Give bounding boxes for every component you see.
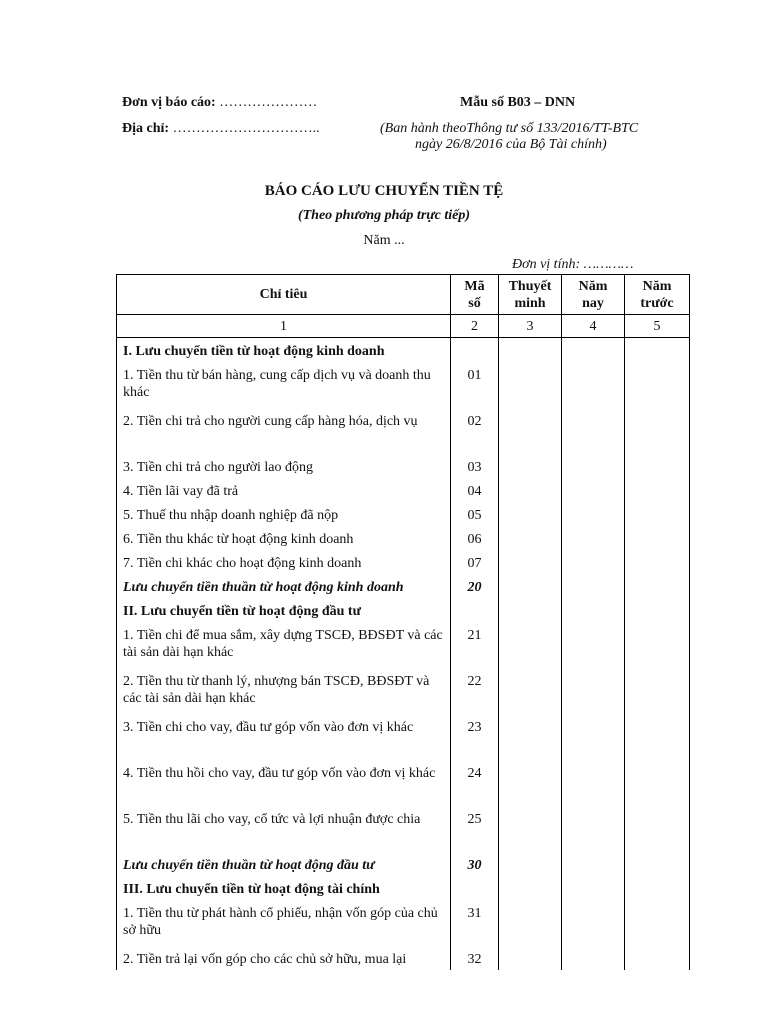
row-code bbox=[451, 338, 499, 363]
currency-unit: Đơn vị tính: ………… bbox=[512, 257, 634, 272]
row-last-year bbox=[625, 876, 690, 900]
row-code: 24 bbox=[451, 760, 499, 806]
row-indicator: 5. Thuế thu nhập doanh nghiệp đã nộp bbox=[117, 502, 451, 526]
row-this-year bbox=[562, 876, 625, 900]
table-row bbox=[117, 362, 690, 408]
row-last-year bbox=[625, 806, 690, 852]
row-indicator: 7. Tiền chi khác cho hoạt động kinh doanh bbox=[117, 550, 451, 574]
row-last-year bbox=[625, 454, 690, 478]
row-indicator: Lưu chuyển tiền thuần từ hoạt động đầu tư bbox=[117, 852, 451, 876]
row-indicator: I. Lưu chuyển tiền từ hoạt động kinh doanh bbox=[117, 338, 451, 363]
header-last-year: Năm trước bbox=[625, 275, 690, 315]
table-row bbox=[117, 876, 690, 900]
row-code: 23 bbox=[451, 714, 499, 760]
row-last-year bbox=[625, 946, 690, 970]
row-indicator: 1. Tiền thu từ phát hành cổ phiếu, nhận vốn góp của chủ sở hữu bbox=[117, 900, 451, 946]
row-note bbox=[499, 502, 562, 526]
row-code: 21 bbox=[451, 622, 499, 668]
column-number: 1 bbox=[117, 315, 451, 338]
row-note bbox=[499, 598, 562, 622]
column-number: 5 bbox=[625, 315, 690, 338]
column-number: 2 bbox=[451, 315, 499, 338]
table-row bbox=[117, 806, 690, 852]
issued-by-line-1: (Ban hành theoThông tư số 133/2016/TT-BTC bbox=[380, 121, 639, 136]
row-indicator: 2. Tiền thu từ thanh lý, nhượng bán TSCĐ, BĐSĐT và các tài sản dài hạn khác bbox=[117, 668, 451, 714]
row-this-year bbox=[562, 946, 625, 970]
row-last-year bbox=[625, 622, 690, 668]
row-code: 05 bbox=[451, 502, 499, 526]
row-note bbox=[499, 876, 562, 900]
row-indicator: 1. Tiền thu từ bán hàng, cung cấp dịch vụ và doanh thu khác bbox=[117, 362, 451, 408]
row-note bbox=[499, 806, 562, 852]
table-row bbox=[117, 478, 690, 502]
row-indicator: III. Lưu chuyển tiền từ hoạt động tài chính bbox=[117, 876, 451, 900]
column-number: 3 bbox=[499, 315, 562, 338]
row-last-year bbox=[625, 478, 690, 502]
row-indicator: 4. Tiền lãi vay đã trả bbox=[117, 478, 451, 502]
row-last-year bbox=[625, 574, 690, 598]
reporting-unit-label: Đơn vị báo cáo: bbox=[122, 95, 216, 110]
column-number-row bbox=[117, 315, 690, 338]
row-last-year bbox=[625, 900, 690, 946]
row-code: 01 bbox=[451, 362, 499, 408]
row-this-year bbox=[562, 454, 625, 478]
row-note bbox=[499, 668, 562, 714]
row-this-year bbox=[562, 408, 625, 454]
row-note bbox=[499, 852, 562, 876]
row-note bbox=[499, 622, 562, 668]
row-indicator: 4. Tiền thu hồi cho vay, đầu tư góp vốn vào đơn vị khác bbox=[117, 760, 451, 806]
row-this-year bbox=[562, 502, 625, 526]
report-year: Năm ... bbox=[363, 233, 405, 248]
table-row bbox=[117, 946, 690, 970]
row-note bbox=[499, 574, 562, 598]
table-row bbox=[117, 526, 690, 550]
header-note: Thuyết minh bbox=[499, 275, 562, 315]
row-code bbox=[451, 876, 499, 900]
row-indicator: 3. Tiền chi trả cho người lao động bbox=[117, 454, 451, 478]
table-row bbox=[117, 668, 690, 714]
row-this-year bbox=[562, 550, 625, 574]
row-this-year bbox=[562, 714, 625, 760]
row-code: 20 bbox=[451, 574, 499, 598]
row-note bbox=[499, 478, 562, 502]
row-last-year bbox=[625, 598, 690, 622]
row-this-year bbox=[562, 760, 625, 806]
row-this-year bbox=[562, 362, 625, 408]
table-row bbox=[117, 760, 690, 806]
row-this-year bbox=[562, 478, 625, 502]
row-last-year bbox=[625, 760, 690, 806]
row-note bbox=[499, 714, 562, 760]
row-indicator: 2. Tiền chi trả cho người cung cấp hàng hóa, dịch vụ bbox=[117, 408, 451, 454]
row-last-year bbox=[625, 362, 690, 408]
row-code: 32 bbox=[451, 946, 499, 970]
table-row bbox=[117, 852, 690, 876]
table-row bbox=[117, 550, 690, 574]
row-code: 04 bbox=[451, 478, 499, 502]
row-note bbox=[499, 550, 562, 574]
row-this-year bbox=[562, 338, 625, 363]
row-last-year bbox=[625, 502, 690, 526]
table-row bbox=[117, 622, 690, 668]
column-number: 4 bbox=[562, 315, 625, 338]
row-indicator: 1. Tiền chi để mua sắm, xây dựng TSCĐ, BĐSĐT và các tài sản dài hạn khác bbox=[117, 622, 451, 668]
table-row bbox=[117, 574, 690, 598]
row-code: 03 bbox=[451, 454, 499, 478]
header-indicator: Chỉ tiêu bbox=[117, 275, 451, 315]
table-row bbox=[117, 502, 690, 526]
row-indicator: 5. Tiền thu lãi cho vay, cổ tức và lợi nhuận được chia bbox=[117, 806, 451, 852]
row-this-year bbox=[562, 806, 625, 852]
table-row bbox=[117, 900, 690, 946]
row-indicator: 3. Tiền chi cho vay, đầu tư góp vốn vào đơn vị khác bbox=[117, 714, 451, 760]
row-code: 30 bbox=[451, 852, 499, 876]
reporting-unit-line bbox=[122, 95, 317, 111]
row-note bbox=[499, 338, 562, 363]
row-note bbox=[499, 946, 562, 970]
row-code: 31 bbox=[451, 900, 499, 946]
row-last-year bbox=[625, 338, 690, 363]
table-row bbox=[117, 338, 690, 363]
row-this-year bbox=[562, 526, 625, 550]
row-note bbox=[499, 408, 562, 454]
row-code: 25 bbox=[451, 806, 499, 852]
address-label: Địa chỉ: bbox=[122, 121, 170, 136]
header-code: Mã số bbox=[451, 275, 499, 315]
row-code bbox=[451, 598, 499, 622]
row-last-year bbox=[625, 852, 690, 876]
row-indicator: Lưu chuyển tiền thuần từ hoạt động kinh doanh bbox=[117, 574, 451, 598]
row-code: 07 bbox=[451, 550, 499, 574]
row-code: 22 bbox=[451, 668, 499, 714]
row-indicator: II. Lưu chuyển tiền từ hoạt động đầu tư bbox=[117, 598, 451, 622]
table-row bbox=[117, 408, 690, 454]
row-this-year bbox=[562, 622, 625, 668]
row-note bbox=[499, 362, 562, 408]
row-this-year bbox=[562, 900, 625, 946]
row-indicator: 6. Tiền thu khác từ hoạt động kinh doanh bbox=[117, 526, 451, 550]
table-row bbox=[117, 454, 690, 478]
row-this-year bbox=[562, 598, 625, 622]
row-indicator: 2. Tiền trả lại vốn góp cho các chủ sở hữu, mua lại bbox=[117, 946, 451, 970]
table-row bbox=[117, 714, 690, 760]
row-note bbox=[499, 760, 562, 806]
row-last-year bbox=[625, 408, 690, 454]
report-title: BÁO CÁO LƯU CHUYỂN TIỀN TỆ bbox=[264, 183, 504, 199]
table-row bbox=[117, 598, 690, 622]
row-code: 02 bbox=[451, 408, 499, 454]
row-note bbox=[499, 900, 562, 946]
issued-by-line-2: ngày 26/8/2016 của Bộ Tài chính) bbox=[415, 137, 607, 152]
report-subtitle: (Theo phương pháp trực tiếp) bbox=[297, 208, 471, 223]
row-this-year bbox=[562, 852, 625, 876]
header-this-year: Năm nay bbox=[562, 275, 625, 315]
cash-flow-table bbox=[116, 274, 690, 970]
row-last-year bbox=[625, 668, 690, 714]
table-header-row bbox=[117, 275, 690, 315]
reporting-unit-dots: ………………… bbox=[219, 95, 318, 110]
address-line bbox=[122, 121, 320, 137]
row-this-year bbox=[562, 668, 625, 714]
row-note bbox=[499, 526, 562, 550]
row-last-year bbox=[625, 550, 690, 574]
row-this-year bbox=[562, 574, 625, 598]
address-dots: ………………………….. bbox=[172, 121, 320, 136]
row-note bbox=[499, 454, 562, 478]
form-number: Mẫu số B03 – DNN bbox=[460, 95, 576, 110]
row-last-year bbox=[625, 526, 690, 550]
row-code: 06 bbox=[451, 526, 499, 550]
row-last-year bbox=[625, 714, 690, 760]
